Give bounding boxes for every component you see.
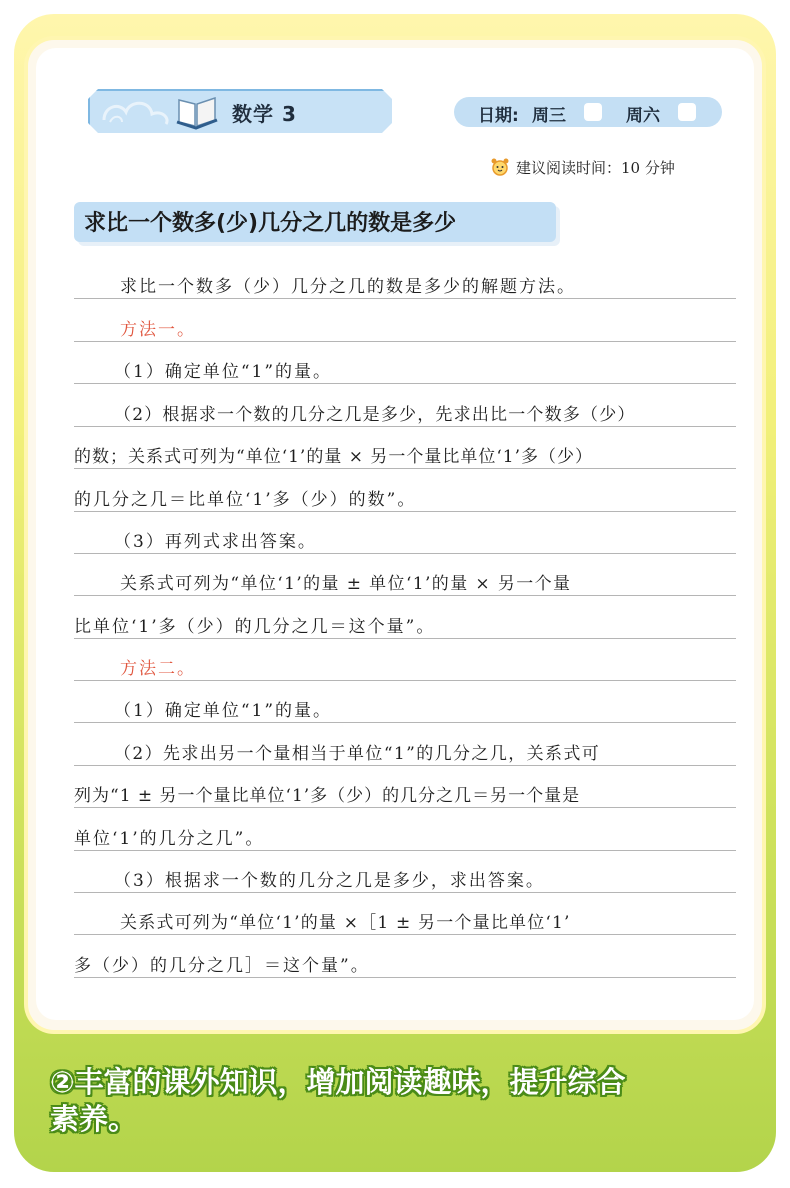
- subject-title: 数学 3: [232, 102, 297, 126]
- section-heading: 求比一个数多(少)几分之几的数是多少: [84, 211, 457, 236]
- text-line: 比单位‘1’多（少）的几分之几＝这个量”。: [74, 617, 436, 637]
- ruled-line: [74, 341, 736, 342]
- ruled-line: [74, 595, 736, 596]
- text-line: 关系式可列为“单位‘1’的量 ×［1 ± 另一个量比单位‘1’: [120, 913, 571, 933]
- ruled-line: [74, 298, 736, 299]
- ruled-line: [74, 638, 736, 639]
- text-line: （1）确定单位“1”的量。: [114, 362, 333, 382]
- text-line: 求比一个数多（少）几分之几的数是多少的解题方法。: [120, 277, 576, 297]
- text-line: 的数；关系式可列为“单位‘1’的量 × 另一个量比单位‘1’多（少）: [74, 447, 593, 467]
- ruled-line: [74, 892, 736, 893]
- ruled-line: [74, 765, 736, 766]
- ruled-line: [74, 468, 736, 469]
- text-line: （3）再列式求出答案。: [114, 532, 317, 552]
- text-line: 列为“1 ± 另一个量比单位‘1’多（少）的几分之几＝另一个量是: [74, 786, 581, 806]
- text-line: 的几分之几＝比单位‘1’多（少）的数”。: [74, 490, 417, 510]
- ruled-line: [74, 553, 736, 554]
- text-line: （2）根据求一个数的几分之几是多少，先求出比一个数多（少）: [114, 405, 636, 425]
- text-line: （3）根据求一个数的几分之几是多少，求出答案。: [114, 871, 545, 891]
- text-line: 单位‘1’的几分之几”。: [74, 829, 265, 849]
- ruled-line: [74, 383, 736, 384]
- book-icon: [175, 92, 219, 130]
- ruled-line: [74, 680, 736, 681]
- promo-caption: [50, 1064, 750, 1138]
- ruled-line: [74, 807, 736, 808]
- promo-caption-line2: 素养。: [50, 1102, 138, 1136]
- date-wednesday: 周三: [532, 106, 566, 126]
- text-line: 多（少）的几分之几］＝这个量”。: [74, 956, 370, 976]
- reading-time: 建议阅读时间：10 分钟: [516, 159, 675, 177]
- wednesday-checkbox[interactable]: [584, 103, 602, 121]
- saturday-checkbox[interactable]: [678, 103, 696, 121]
- text-line: （1）确定单位“1”的量。: [114, 701, 333, 721]
- ruled-line: [74, 850, 736, 851]
- ruled-line: [74, 934, 736, 935]
- ruled-line: [74, 426, 736, 427]
- date-box: [454, 97, 722, 127]
- date-saturday: 周六: [626, 106, 660, 126]
- cloud-swirl-icon: [96, 92, 176, 130]
- ruled-line: [74, 977, 736, 978]
- text-line: 关系式可列为“单位‘1’的量 ± 单位‘1’的量 × 另一个量: [120, 574, 572, 594]
- ruled-line: [74, 722, 736, 723]
- text-line: （2）先求出另一个量相当于单位“1”的几分之几，关系式可: [114, 744, 601, 764]
- method-two-label: 方法二。: [120, 659, 196, 679]
- ruled-line: [74, 511, 736, 512]
- alarm-clock-icon: [490, 157, 510, 177]
- promo-caption-line1: ②丰富的课外知识，增加阅读趣味，提升综合: [50, 1065, 626, 1099]
- date-label: 日期:: [478, 106, 519, 126]
- method-one-label: 方法一。: [120, 320, 196, 340]
